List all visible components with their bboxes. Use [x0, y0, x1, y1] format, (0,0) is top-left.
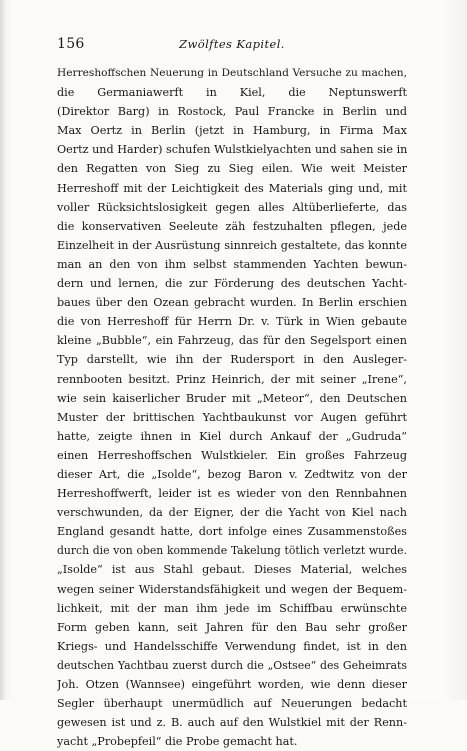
running-head: Zwölftes Kapitel.	[179, 37, 285, 51]
text-line: deutschen Yachtbau zuerst durch die „Ostsee“ des Geheimrats	[57, 658, 407, 672]
text-line: Joh. Otzen (Wannsee) eingeführt worden, wie denn dieser	[57, 678, 407, 691]
text-line: den Regatten von Sieg zu Sieg eilen. Wie weit Meister	[57, 162, 407, 176]
text-line: Form geben kann, seit Jahren für den Bau sehr großer	[57, 620, 407, 634]
text-line: Oertz und Harder) schufen Wulstkielyachten und sahen sie in	[57, 143, 407, 157]
text-line: hatte, zeigte ihnen in Kiel durch Ankauf der „Gudruda“	[57, 429, 407, 443]
text-line: die konservativen Seeleute zäh festzuhalten pflegen, jede	[57, 219, 407, 233]
text-line: verschwunden, da der Eigner, der die Yacht von Kiel nach	[57, 506, 407, 520]
text-line: kleine „Bubble“, ein Fahrzeug, das für den Segelsport einen	[57, 334, 407, 348]
text-line: Max Oertz in Berlin (jetzt in Hamburg, in Firma Max	[57, 124, 407, 138]
text-line: dern und lernen, die zur Förderung des deutschen Yacht-	[57, 277, 407, 291]
text-line: wegen seiner Widerstandsfähigkeit und wegen der Bequem-	[57, 582, 407, 596]
text-line: Herreshoffschen Neuerung in Deutschland Versuche zu machen,	[57, 67, 407, 79]
text-line: man an den von ihm selbst stammenden Yachten bewun-	[57, 257, 407, 271]
gutter-shadow	[0, 0, 6, 700]
text-line: voller Rücksichtslosigkeit gegen alles Altüberlieferte, das	[57, 200, 407, 214]
text-line: die Germaniawerft in Kiel, die Neptunswerft	[57, 86, 407, 100]
page-number: 156	[57, 36, 85, 52]
text-line: die von Herreshoff für Herrn Dr. v. Türk in Wien gebaute	[57, 315, 407, 329]
text-line: baues über den Ozean gebracht wurden. In Berlin erschien	[57, 296, 407, 310]
text-line: gewesen ist und z. B. auch auf den Wulstkiel mit der Renn-	[57, 716, 407, 730]
text-line: Kriegs- und Handelsschiffe Verwendung findet, ist in den	[57, 639, 407, 653]
text-line: lichkeit, mit der man ihm jede im Schiffbau erwünschte	[57, 601, 407, 615]
text-line: durch die von oben kommende Takelung tötlich verletzt wurde.	[57, 544, 407, 558]
text-line: Einzelheit in der Ausrüstung sinnreich gestaltete, das konnte	[57, 238, 407, 252]
text-line: rennbooten besitzt. Prinz Heinrich, der mit seiner „Irene“,	[57, 372, 407, 386]
text-line: yacht „Probepfeil“ die Probe gemacht hat.	[57, 735, 298, 749]
text-line: wie sein kaiserlicher Bruder mit „Meteor“, den Deutschen	[57, 391, 407, 405]
text-line: (Direktor Barg) in Rostock, Paul Francke in Berlin und	[57, 105, 407, 119]
page-header	[57, 36, 407, 56]
text-line: dieser Art, die „Isolde“, bezog Baron v. Zedtwitz von der	[57, 467, 407, 481]
text-line: Herreshoffwerft, leider ist es wieder von den Rennbahnen	[57, 487, 407, 501]
text-line: Herreshoff mit der Leichtigkeit des Materials ging und, mit	[57, 181, 407, 195]
text-line: Muster der brittischen Yachtbaukunst vor Augen geführt	[57, 410, 407, 424]
body-text	[57, 64, 407, 751]
text-line: Typ darstellt, wie ihn der Rudersport in den Ausleger-	[57, 353, 407, 367]
text-line: einen Herreshoffschen Wulstkieler. Ein großes Fahrzeug	[57, 448, 407, 462]
text-line: England gesandt hatte, dort infolge eines Zusammenstoßes	[57, 525, 407, 539]
text-line: Segler überhaupt unermüdlich auf Neuerungen bedacht	[57, 697, 407, 711]
text-line: „Isolde“ ist aus Stahl gebaut. Dieses Material, welches	[57, 563, 407, 577]
